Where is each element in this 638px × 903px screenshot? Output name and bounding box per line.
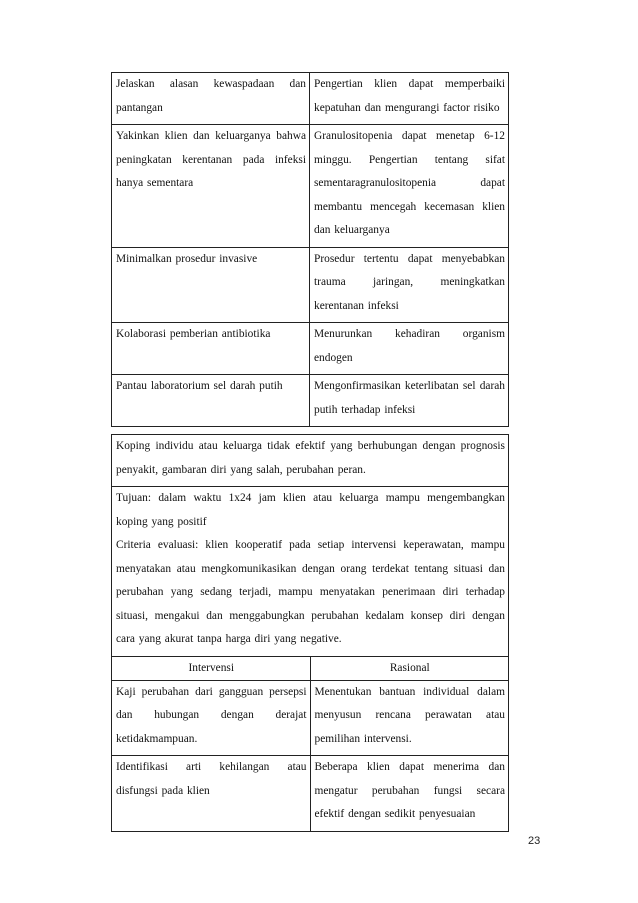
nursing-diagnosis: Koping individu atau keluarga tidak efektif yang berhubungan dengan prognosis penyakit, gambaran diri yang salah, perubahan peran.: [112, 435, 509, 487]
table-row: [112, 247, 509, 323]
intervention-table-infection: [111, 72, 509, 427]
intervention-cell: Jelaskan alasan kewaspadaan dan pantangan: [112, 73, 310, 125]
intervention-cell: Minimalkan prosedur invasive: [112, 247, 310, 323]
intervention-table-coping: [111, 434, 509, 832]
rationale-cell: Prosedur tertentu dapat menyebabkan trauma jaringan, meningkatkan kerentanan infeksi: [310, 247, 509, 323]
table-row: [112, 73, 509, 125]
rationale-cell: Beberapa klien dapat menerima dan mengatur perubahan fungsi secara efektif dengan sedikit penyesuaian: [310, 756, 509, 832]
goal-row: [112, 487, 509, 657]
page-number: 23: [528, 835, 541, 847]
goal-and-criteria-cell: [112, 487, 509, 657]
intervention-cell: Identifikasi arti kehilangan atau disfungsi pada klien: [112, 756, 311, 832]
intervention-cell: Pantau laboratorium sel darah putih: [112, 375, 310, 427]
rationale-cell: Pengertian klien dapat memperbaiki kepatuhan dan mengurangi factor risiko: [310, 73, 509, 125]
rationale-cell: Mengonfirmasikan keterlibatan sel darah putih terhadap infeksi: [310, 375, 509, 427]
rationale-cell: Menentukan bantuan individual dalam menyusun rencana perawatan atau pemilihan intervensi.: [310, 680, 509, 756]
column-header-intervensi: Intervensi: [112, 656, 311, 680]
table-row: [112, 323, 509, 375]
intervention-cell: Yakinkan klien dan keluarganya bahwa peningkatan kerentanan pada infeksi hanya sementara: [112, 125, 310, 248]
table-row: [112, 125, 509, 248]
rationale-cell: Menurunkan kehadiran organism endogen: [310, 323, 509, 375]
column-header-rasional: Rasional: [310, 656, 509, 680]
diagnosis-row: [112, 435, 509, 487]
goal-text: Tujuan: dalam waktu 1x24 jam klien atau keluarga mampu mengembangkan koping yang positif: [116, 492, 505, 528]
table-row: [112, 680, 509, 756]
intervention-cell: Kolaborasi pemberian antibiotika: [112, 323, 310, 375]
evaluation-criteria-text: Criteria evaluasi: klien kooperatif pada setiap intervensi keperawatan, mampu menyatakan atau mengkomunikasikan dengan orang terdekat tentang situasi dan perubahan yang sedang terjadi, mampu menyatakan penerimaan diri terhadap situasi, mengakui dan menggabungkan perubahan kedalam konsep diri dengan cara yang akurat tanpa harga diri yang negative.: [116, 539, 505, 645]
intervention-cell: Kaji perubahan dari gangguan persepsi dan hubungan dengan derajat ketidakmampuan.: [112, 680, 311, 756]
rationale-cell: Granulositopenia dapat menetap 6-12 minggu. Pengertian tentang sifat sementaragranulositopenia dapat membantu mencegah kecemasan klien dan keluarganya: [310, 125, 509, 248]
table-row: [112, 375, 509, 427]
table-row: [112, 756, 509, 832]
table-header-row: [112, 656, 509, 680]
